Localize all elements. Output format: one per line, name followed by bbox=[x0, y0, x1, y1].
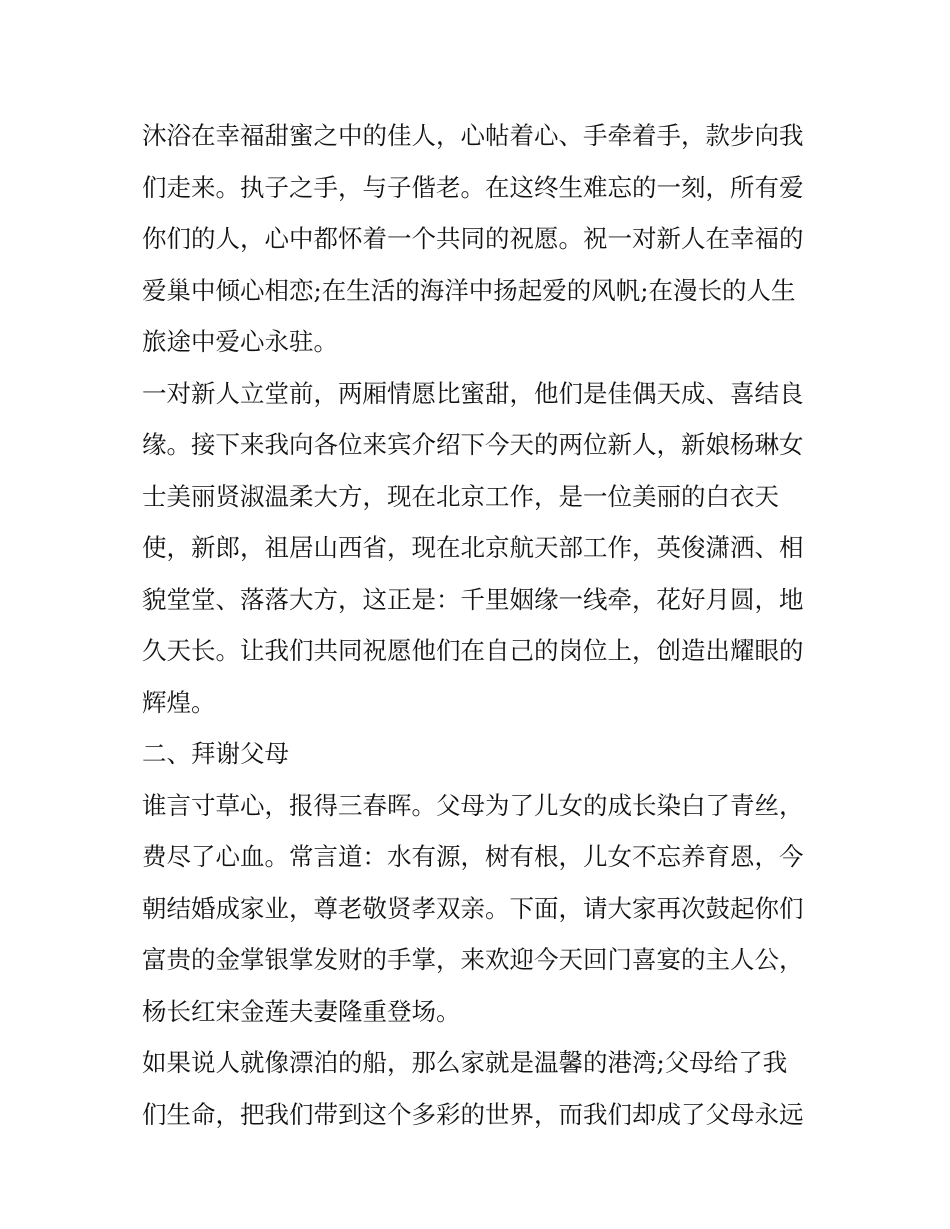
text-line: 使，新郎，祖居山西省，现在北京航天部工作，英俊潇洒、相 bbox=[142, 533, 804, 562]
text-line: 杨长红宋金莲夫妻隆重登场。 bbox=[142, 996, 461, 1026]
document-body bbox=[142, 110, 822, 1140]
text-line: 你们的人，心中都怀着一个共同的祝愿。祝一对新人在幸福的 bbox=[142, 224, 804, 253]
text-line: 朝结婚成家业，尊老敬贤孝双亲。下面，请大家再次鼓起你们 bbox=[142, 893, 804, 923]
text-line: 士美丽贤淑温柔大方，现在北京工作，是一位美丽的白衣天 bbox=[142, 481, 779, 511]
text-line: 们生命，把我们带到这个多彩的世界，而我们却成了父母永远 bbox=[142, 1099, 804, 1129]
text-line: 辉煌。 bbox=[142, 687, 216, 717]
text-line: 如果说人就像漂泊的船，那么家就是温馨的港湾;父母给了我 bbox=[142, 1048, 788, 1077]
text-line: 貌堂堂、落落大方，这正是：千里姻缘一线牵，花好月圆，地 bbox=[142, 584, 804, 614]
text-line: 爱巢中倾心相恋;在生活的海洋中扬起爱的风帆;在漫长的人生 bbox=[142, 275, 796, 305]
text-line: 旅途中爱心永驻。 bbox=[142, 327, 338, 356]
text-line: 沐浴在幸福甜蜜之中的佳人，心帖着心、手牵着手，款步向我 bbox=[142, 121, 804, 150]
text-line: 费尽了心血。常言道：水有源，树有根，儿女不忘养育恩，今 bbox=[142, 842, 804, 871]
text-line: 们走来。执子之手，与子偕老。在这终生难忘的一刻，所有爱 bbox=[142, 172, 804, 202]
text-line: 谁言寸草心，报得三春晖。父母为了儿女的成长染白了青丝， bbox=[142, 790, 804, 820]
text-line: 久天长。让我们共同祝愿他们在自己的岗位上，创造出耀眼的 bbox=[142, 636, 804, 665]
text-line: 一对新人立堂前，两厢情愿比蜜甜，他们是佳偶天成、喜结良 bbox=[142, 378, 804, 408]
section-heading: 二、拜谢父母 bbox=[142, 739, 289, 768]
text-line: 缘。接下来我向各位来宾介绍下今天的两位新人，新娘杨琳女 bbox=[142, 430, 804, 459]
text-line: 富贵的金掌银掌发财的手掌，来欢迎今天回门喜宴的主人公， bbox=[142, 945, 804, 974]
